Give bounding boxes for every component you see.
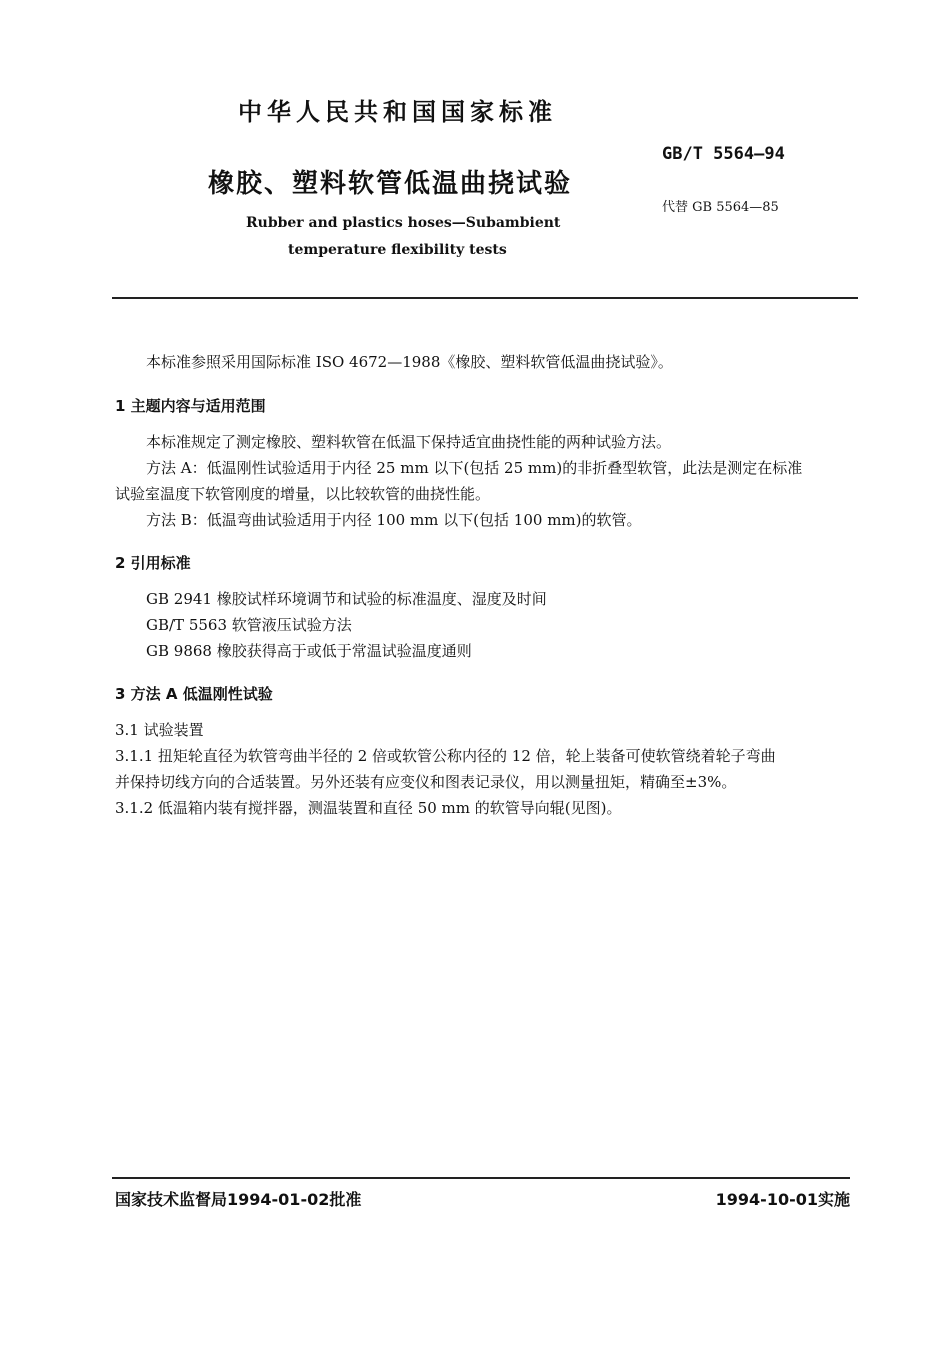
replaces-standard: 代替 GB 5564—85 (662, 200, 779, 215)
subsection-3-1-heading: 3.1 试验装置 (115, 721, 204, 739)
section-2-heading: 2 引用标准 (115, 554, 191, 572)
section-1-paragraph-3: 方法 B：低温弯曲试验适用于内径 100 mm 以下(包括 100 mm)的软管。 (146, 511, 642, 529)
section-1-heading: 1 主题内容与适用范围 (115, 397, 266, 415)
footer-divider (112, 1177, 850, 1179)
section-1-paragraph-2-line-2: 试验室温度下软管刚度的增量，以比较软管的曲挠性能。 (115, 485, 491, 503)
approval-date: 国家技术监督局1994-01-02批准 (115, 1190, 362, 1209)
effective-date: 1994-10-01实施 (715, 1190, 850, 1209)
document-title-en-line2: temperature flexibility tests (288, 242, 507, 258)
document-title-en-line1: Rubber and plastics hoses—Subambient (246, 215, 561, 231)
intro-paragraph: 本标准参照采用国际标准 ISO 4672—1988《橡胶、塑料软管低温曲挠试验》。 (146, 353, 673, 371)
clause-3-1-2: 3.1.2 低温箱内装有搅拌器，测温装置和直径 50 mm 的软管导向辊(见图)。 (115, 799, 622, 817)
section-3-heading: 3 方法 A 低温刚性试验 (115, 685, 273, 703)
section-1-paragraph-1: 本标准规定了测定橡胶、塑料软管在低温下保持适宜曲挠性能的两种试验方法。 (146, 433, 672, 451)
header-divider (112, 297, 858, 299)
standard-code: GB/T 5564—94 (662, 144, 785, 164)
reference-item: GB 9868 橡胶获得高于或低于常温试验温度通则 (146, 642, 472, 660)
section-1-paragraph-2-line-1: 方法 A：低温刚性试验适用于内径 25 mm 以下(包括 25 mm)的非折叠型软管，此法是测定在标准 (146, 459, 803, 477)
reference-item: GB 2941 橡胶试样环境调节和试验的标准温度、湿度及时间 (146, 590, 547, 608)
document-title-cn: 橡胶、塑料软管低温曲挠试验 (208, 169, 573, 199)
national-standard-title: 中华人民共和国国家标准 (238, 98, 557, 126)
clause-3-1-1-line-2: 并保持切线方向的合适装置。另外还装有应变仪和图表记录仪，用以测量扭矩，精确至±3%。 (115, 773, 737, 791)
reference-item: GB/T 5563 软管液压试验方法 (146, 616, 352, 634)
clause-3-1-1-line-1: 3.1.1 扭矩轮直径为软管弯曲半径的 2 倍或软管公称内径的 12 倍，轮上装备可使软管绕着轮子弯曲 (115, 747, 776, 765)
